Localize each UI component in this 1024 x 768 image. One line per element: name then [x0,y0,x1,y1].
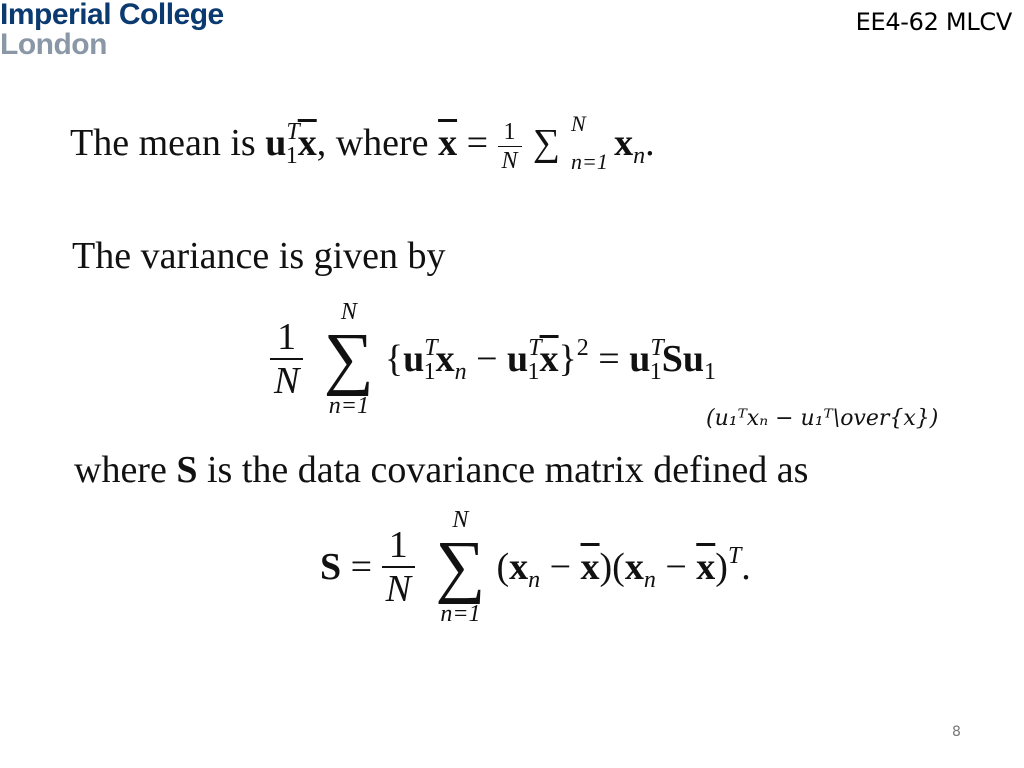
s-matrix: S [320,546,342,588]
summation [317,300,381,418]
transpose-sup: T [650,335,664,361]
denominator: N [501,148,518,174]
annotation-note: (u₁ᵀxₙ − u₁ᵀ\over{x}) [706,406,939,431]
variance-equation: $\frac{1}{N}$ N ∑ n=1 $\{u^T_1x_n - u^T_1\overline{x}\}^2 = u^T_1Su_1$ [270,300,716,418]
index-sub: 1 [285,143,298,170]
transpose-sup: T [286,119,300,146]
denominator: N [274,360,300,402]
numerator: 1 [270,318,303,360]
fraction-1-over-N [270,318,303,400]
transpose-sup: T [424,335,438,361]
x-vector: x [614,122,634,165]
summation [533,111,608,175]
sum-lower: n=1 [571,149,608,175]
mean-text: The mean is [70,122,266,165]
covariance-intro [74,448,808,492]
numerator: 1 [498,120,522,147]
sum-lower: n=1 [328,393,369,419]
numerator: 1 [382,526,415,568]
imperial-college-logo [0,0,224,60]
sum-upper: N [340,299,357,325]
x-bar-vector: $\overline{x}$ [696,546,716,588]
square-sup: 2 [576,335,589,361]
logo-line-2: London [0,28,107,61]
summation [428,508,492,626]
fraction-1-over-N [498,120,522,173]
x-vector: x [509,546,529,588]
s-matrix: S [661,338,683,380]
transpose-sup: T [727,543,742,569]
index-sub: 1 [649,359,662,385]
index-sub: 1 [704,359,717,385]
page-number: 8 [952,724,961,740]
x-bar-vector: $\overline{x}$ [580,546,600,588]
sigma-symbol: ∑ [323,320,374,397]
x-vector: x [435,338,455,380]
x-bar-vector: $\overline{x}$ [438,122,458,165]
x-vector: x [624,546,644,588]
s-matrix: S [176,449,198,491]
u-vector: u [507,338,529,380]
sum-upper: N [452,507,469,533]
mean-equation: The mean is $u^T_1\overline{x}$, where $\overline{x}$ = $\frac{1}{N}$ ∑ N n=1 $x_n$. [70,111,655,175]
where-text: where [74,449,177,491]
index-sub: 1 [423,359,436,385]
where-text: , where [316,122,439,165]
index-sub: n [643,567,656,593]
variance-intro: The variance is given by [72,235,446,277]
index-sub: 1 [527,359,540,385]
u-vector: u [265,122,287,165]
covariance-equation: S = $\frac{1}{N}$ N ∑ n=1 $(x_n - \overline{x})(x_n - \overline{x})^T$. [320,507,751,627]
x-bar-vector: $\overline{x}$ [539,338,559,380]
u-vector: u [682,338,705,380]
covariance-text: is the data covariance matrix defined as [197,449,809,491]
sigma-symbol: ∑ [435,528,486,605]
index-sub: n [454,359,467,385]
course-code: EE4-62 MLCV [855,8,1012,36]
sum-lower: n=1 [440,601,481,627]
sum-upper: N [571,111,586,137]
denominator: N [385,568,411,610]
sigma-symbol: ∑ [533,122,561,165]
logo-line-1: Imperial College [0,0,224,31]
fraction-1-over-N [382,526,415,608]
x-bar-vector: $\overline{x}$ [297,122,317,165]
u-vector: u [403,338,425,380]
transpose-sup: T [528,335,542,361]
index-sub: n [528,567,541,593]
u-vector: u [629,338,651,380]
index-sub: n [633,143,646,170]
